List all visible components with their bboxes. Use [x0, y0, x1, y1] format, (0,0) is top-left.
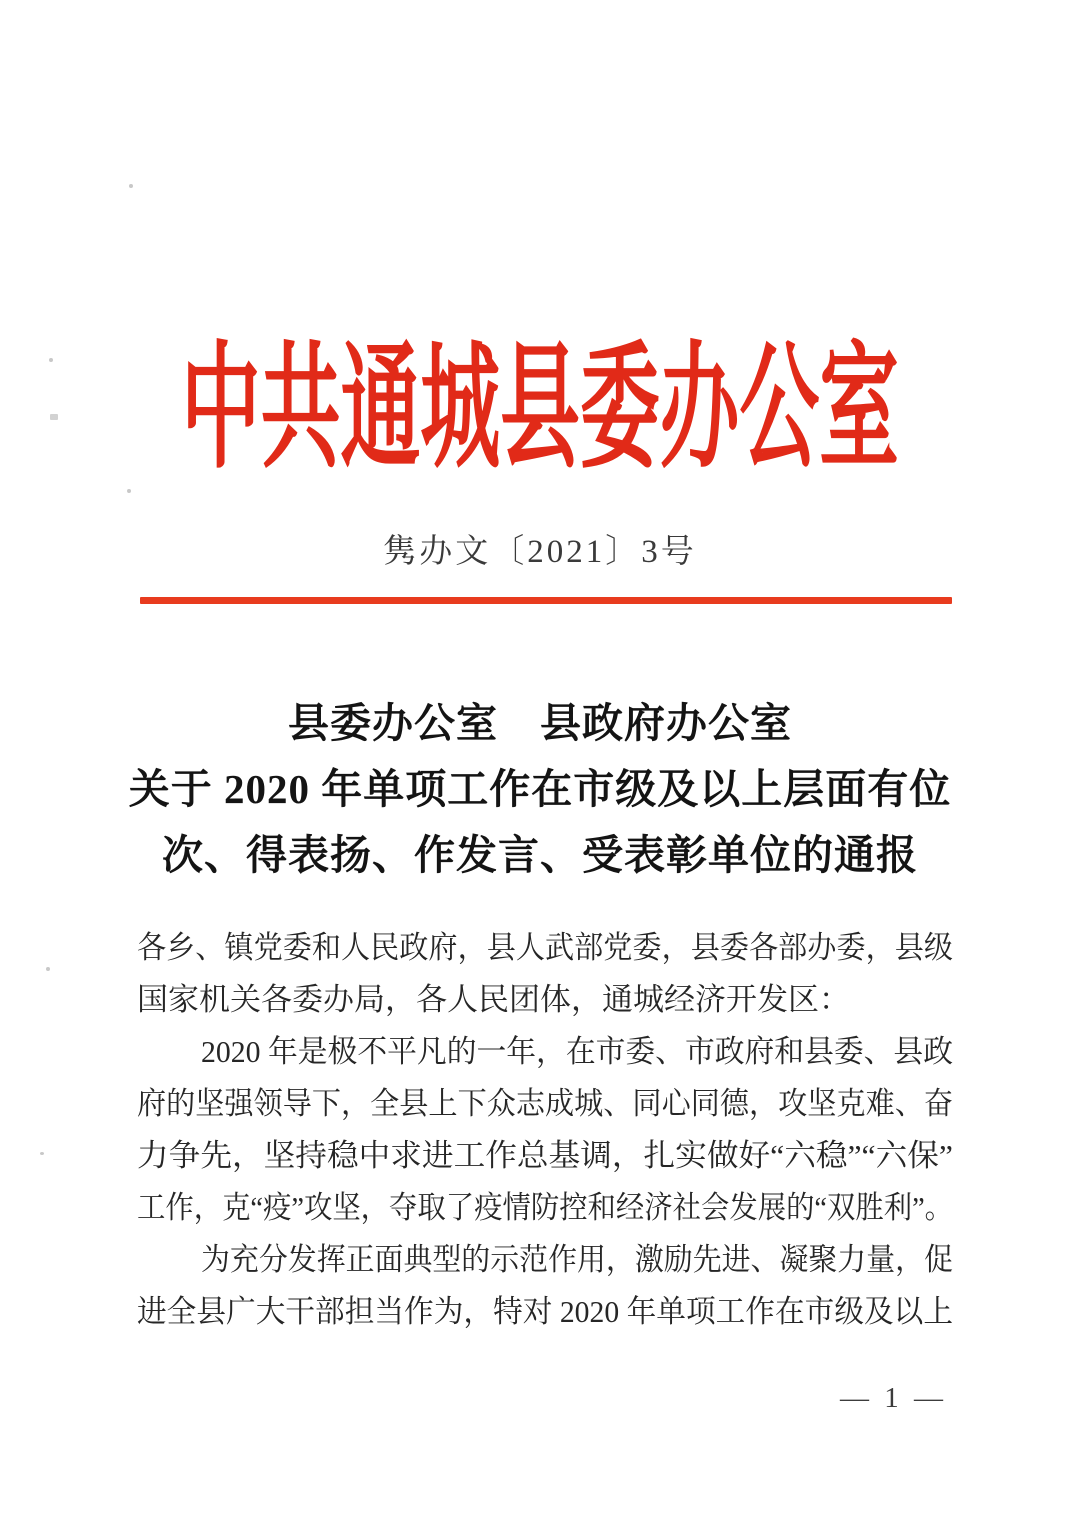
- scan-speck: [49, 358, 53, 362]
- scan-speck: [50, 414, 58, 420]
- body-line: 工作，克“疫”攻坚，夺取了疫情防控和经济社会发展的“双胜利”。: [137, 1190, 954, 1225]
- scan-speck: [40, 1152, 44, 1155]
- red-separator-rule: [140, 597, 952, 604]
- scan-speck: [127, 489, 131, 493]
- document-title-line: 关于 2020 年单项工作在市级及以上层面有位: [128, 766, 952, 812]
- body-line: 府的坚强领导下，全县上下众志成城、同心同德，攻坚克难、奋: [137, 1086, 954, 1121]
- document-body: [137, 922, 953, 1338]
- letterhead-title: 中共通城县委办公室: [181, 333, 899, 486]
- body-line: 为充分发挥正面典型的示范作用，激励先进、凝聚力量，促: [201, 1242, 953, 1277]
- body-line: 2020 年是极不平凡的一年，在市委、市政府和县委、县政: [201, 1034, 953, 1069]
- scan-speck: [129, 184, 133, 188]
- body-line: 国家机关各委办局，各人民团体，通城经济开发区：: [137, 982, 850, 1017]
- document-title-line: 县委办公室 县政府办公室: [288, 700, 792, 746]
- letterhead-banner: [0, 326, 1080, 505]
- body-line: 进全县广大干部担当作为，特对 2020 年单项工作在市级及以上: [137, 1294, 954, 1329]
- body-line: 各乡、镇党委和人民政府，县人武部党委，县委各部办委，县级: [137, 930, 954, 965]
- body-line: 力争先，坚持稳中求进工作总基调，扎实做好“六稳”“六保”: [137, 1138, 953, 1173]
- page-number: — 1 —: [840, 1382, 947, 1414]
- document-title-line: 次、得表扬、作发言、受表彰单位的通报: [162, 832, 918, 878]
- document-title: [80, 690, 1000, 888]
- scan-speck: [46, 967, 50, 971]
- document-number: 隽办文〔2021〕3号: [383, 534, 697, 570]
